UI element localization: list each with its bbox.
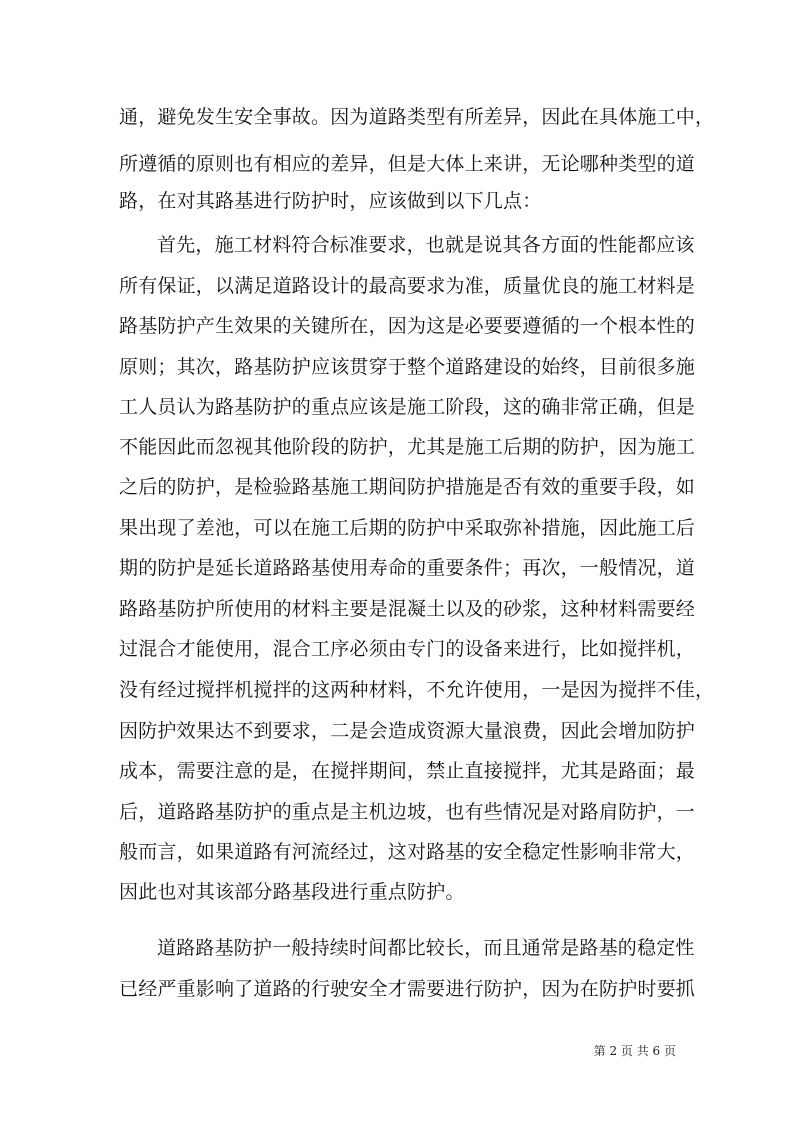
text-line: 路，在对其路基进行防护时，应该做到以下几点： [119, 190, 542, 212]
text-line: 已经严重影响了道路的行驶安全才需要进行防护，因为在防护时要抓 [119, 978, 696, 1000]
text-line: 工人员认为路基防护的重点应该是施工阶段，这的确非常正确，但是 [119, 396, 696, 418]
text-line: 原则；其次，路基防护应该贯穿于整个道路建设的始终，目前很多施 [119, 356, 696, 378]
text-line: 期的防护是延长道路路基使用寿命的重要条件；再次，一般情况，道 [119, 557, 696, 579]
text-line: 因此也对其该部分路基段进行重点防护。 [119, 881, 465, 903]
page-number: 第 2 页 共 6 页 [593, 1044, 676, 1058]
text-line: 因防护效果达不到要求，二是会造成资源大量浪费，因此会增加防护 [119, 720, 696, 742]
text-line: 所遵循的原则也有相应的差异，但是大体上来讲，无论哪种类型的道 [119, 153, 696, 175]
text-line: 没有经过搅拌机搅拌的这两种材料，不允许使用，一是因为搅拌不佳， [119, 679, 715, 701]
text-line: 不能因此而忽视其他阶段的防护，尤其是施工后期的防护，因为施工 [119, 436, 696, 458]
text-line: 后，道路路基防护的重点是主机边坡，也有些情况是对路肩防护，一 [119, 801, 696, 823]
paragraph-first-line: 道路路基防护一般持续时间都比较长，而且通常是路基的稳定性 [157, 937, 695, 959]
text-line: 成本，需要注意的是，在搅拌期间，禁止直接搅拌，尤其是路面；最 [119, 760, 696, 782]
text-line: 过混合才能使用，混合工序必须由专门的设备来进行，比如搅拌机， [119, 638, 696, 660]
text-line: 路路基防护所使用的材料主要是混凝土以及的砂浆，这种材料需要经 [119, 598, 696, 620]
text-line: 般而言，如果道路有河流经过，这对路基的安全稳定性影响非常大， [119, 841, 696, 863]
text-line: 路基防护产生效果的关键所在，因为这是必要要遵循的一个根本性的 [119, 315, 696, 337]
text-line: 果出现了差池，可以在施工后期的防护中采取弥补措施，因此施工后 [119, 517, 696, 539]
paragraph-first-line: 首先，施工材料符合标准要求，也就是说其各方面的性能都应该 [157, 234, 695, 256]
text-line: 之后的防护，是检验路基施工期间防护措施是否有效的重要手段，如 [119, 476, 696, 498]
text-line: 所有保证，以满足道路设计的最高要求为准，质量优良的施工材料是 [119, 275, 696, 297]
text-line: 通，避免发生安全事故。因为道路类型有所差异，因此在具体施工中， [119, 106, 715, 128]
